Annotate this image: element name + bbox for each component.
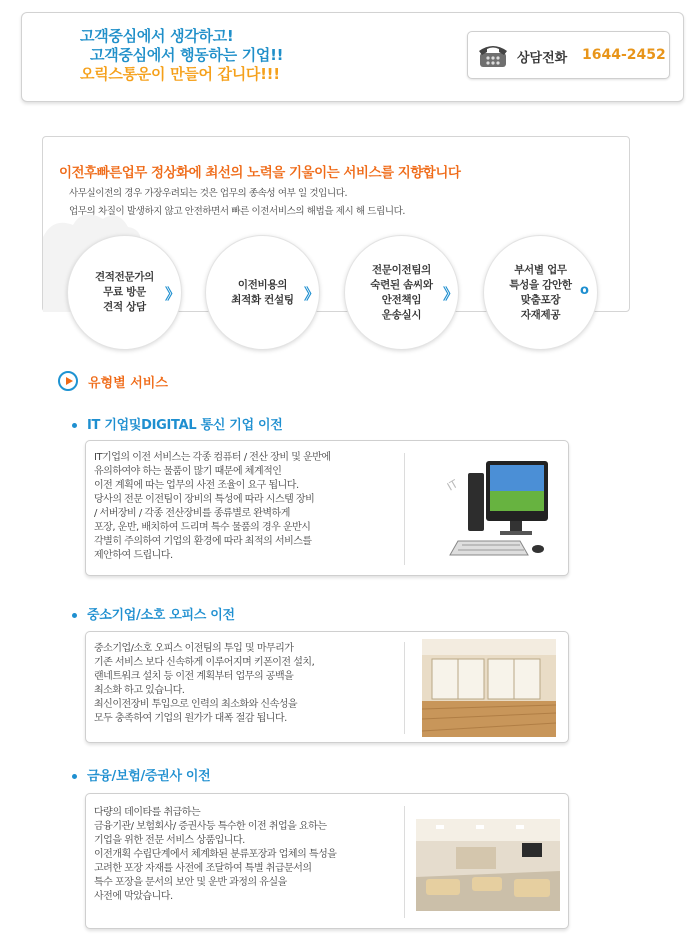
- service-title-finance-text: 금융/보험/증권사 이전: [87, 769, 211, 784]
- step-3-line-4: 운송실시: [381, 308, 422, 321]
- phone-label: 상담전화: [517, 51, 568, 66]
- service-text-it: IT기업의 이전 서비스는 각종 컴퓨터 / 전산 장비 및 운반에 유의하여야 하는 물품이 많기 때문에 체계적인 이전 계획에 따는 업무의 사전 조율이 요구 됩니다. 당사의 전문 이전팀이 장비의 특성에 따라 시스템 장비 / 서버장비 / 각종 전산장비를 종류별로 완벽하게 포장, 운반, 배치하여 드리며 특수 물품의 경우 운반시 각별히 주의하여 기업의 환경에 따라 최적의 서비스를 제안하여 드립니다.: [94, 452, 331, 561]
- step-1-line-1: 견적전문가의: [94, 271, 155, 283]
- step-4-line-4: 자재제공: [520, 308, 561, 321]
- slogan-line-3: 오릭스통운이 만들어 갑니다!!!: [80, 65, 280, 83]
- step-3-line-1: 전문이전팀의: [371, 263, 432, 276]
- step-4-line-2: 특성을 감안한: [509, 278, 572, 291]
- service-box-it: [85, 440, 569, 576]
- step-4-line-3: 맞춤포장: [520, 293, 561, 306]
- step-1-line-2: 무료 방문: [103, 286, 146, 298]
- section-title: 유형별 서비스: [88, 375, 168, 391]
- slogan-line-2: 고객중심에서 행동하는 기업!!: [90, 46, 284, 64]
- double-chevron-right-icon: 》: [443, 285, 459, 303]
- bullet-icon: [72, 613, 77, 618]
- step-3-line-3: 안전책임: [381, 293, 422, 306]
- slogan: [80, 27, 283, 84]
- step-3-line-2: 숙련된 솜씨와: [370, 278, 433, 291]
- service-title-soho-text: 중소기업/소호 오피스 이전: [87, 608, 235, 623]
- service-box-finance: [85, 793, 569, 929]
- service-box-soho: [85, 631, 569, 743]
- service-title-finance: [72, 765, 210, 784]
- step-4-line-1: 부서별 업무: [514, 263, 567, 276]
- office-image: [422, 639, 556, 737]
- section-heading: [58, 371, 168, 391]
- step-2-line-1: 이전비용의: [237, 278, 288, 291]
- end-circle-icon: o: [580, 283, 589, 298]
- divider: [404, 453, 405, 565]
- phone-consult-box[interactable]: [467, 31, 670, 79]
- intro-description: [69, 185, 405, 221]
- intro-title: 이전후빠른업무 정상화에 최선의 노력을 기울이는 서비스를 지향합니다: [59, 165, 461, 181]
- bullet-icon: [72, 774, 77, 779]
- service-title-soho: [72, 604, 235, 623]
- header-banner: [21, 12, 684, 102]
- step-1-line-3: 견적 상담: [103, 301, 146, 313]
- intro-desc-line-2: 업무의 차질이 발생하지 않고 안전하면서 빠른 이전서비스의 해법을 제시 해 드립니다.: [69, 206, 406, 217]
- bullet-icon: [72, 423, 77, 428]
- lobby-image: [416, 819, 560, 911]
- double-chevron-right-icon: 》: [304, 285, 320, 303]
- step-cost-consulting: [205, 235, 320, 350]
- play-circle-icon: [58, 371, 78, 391]
- computer-image: [428, 451, 556, 565]
- step-2-line-2: 최적화 컨설팅: [231, 293, 294, 306]
- divider: [404, 642, 405, 734]
- intro-desc-line-1: 사무실이전의 경우 가장우려되는 것은 업무의 종속성 여부 일 것입니다.: [69, 188, 348, 199]
- double-chevron-right-icon: 》: [165, 285, 181, 303]
- service-title-it: [72, 414, 283, 433]
- service-text-soho: 중소기업/소호 오피스 이전팀의 투입 및 마무리가 기존 서비스 보다 신속하게 이루어지며 키폰이전 설치, 랜네트워크 설치 등 이전 계획부터 업무의 공백을 최소화 하고 있습니다. 최신이전장비 투입으로 인력의 최소화와 신속성을 모두 충족하여 기업의 원가가 대폭 절감 됩니다.: [94, 643, 315, 724]
- process-steps: [67, 235, 627, 351]
- step-expert-moving: [344, 235, 459, 350]
- telephone-icon: [478, 41, 508, 69]
- service-text-finance: 다량의 데이타를 취급하는 금융기관/ 보험회사/ 증권사등 특수한 이전 취업을 요하는 기업을 위한 전문 서비스 상품입니다. 이전개획 수립단계에서 체계화된 분류포장과 업체의 특성을 고려한 포장 자재를 사전에 조달하여 특별 취급문서의 특수 포장을 문서의 보안 및 운반 과정의 유실을 사전에 막았습니다.: [94, 807, 337, 902]
- it-image-label: IT: [445, 477, 461, 494]
- phone-number[interactable]: 1644-2452: [582, 47, 666, 63]
- service-title-it-text: IT 기업및DIGITAL 통신 기업 이전: [87, 418, 283, 433]
- divider: [404, 806, 405, 918]
- slogan-line-1: 고객중심에서 생각하고!: [80, 27, 234, 45]
